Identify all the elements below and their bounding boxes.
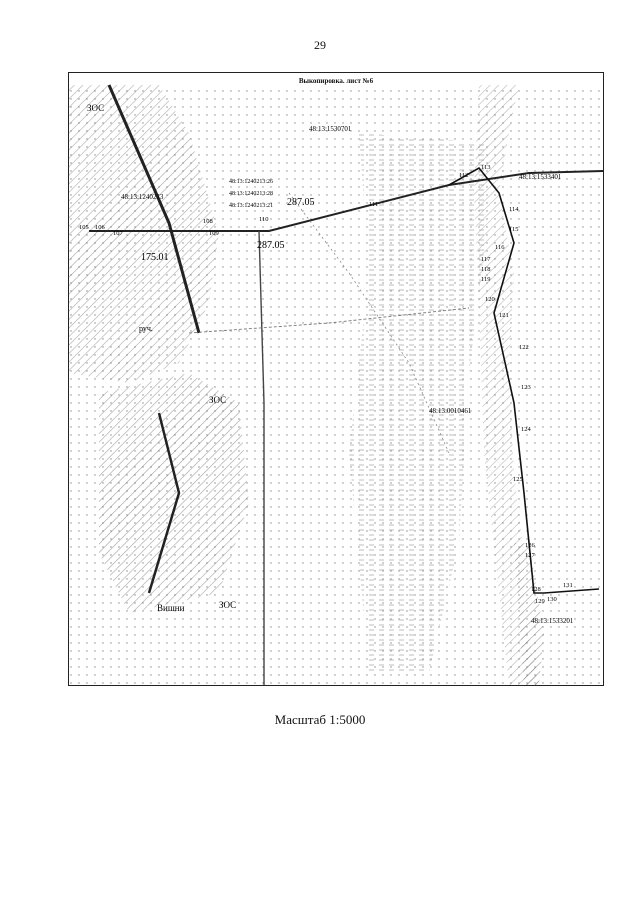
zone-label-2: ЗОС bbox=[209, 395, 227, 405]
point-label: 127 bbox=[525, 552, 535, 559]
point-label: 106 bbox=[95, 224, 105, 231]
zone-label-5: 287.05 bbox=[257, 240, 285, 251]
parcel-label-1: 48:13:1530701 bbox=[309, 125, 352, 133]
point-label: 105 bbox=[79, 224, 89, 231]
point-label: 126 bbox=[525, 542, 535, 549]
parcel-label-2: 48:13:1240213 bbox=[121, 193, 164, 201]
point-label: 130 bbox=[547, 596, 557, 603]
parcel-label-7: 48:13:0010461 bbox=[429, 407, 472, 415]
zone-label-1: ЗОС bbox=[87, 103, 105, 113]
parcel-label-5: 48:13:1240213:21 bbox=[229, 203, 274, 209]
parcel-label-3: 48:13:1240213:26 bbox=[229, 179, 274, 185]
sheet-title: Выкопировка. лист №6 bbox=[298, 77, 374, 85]
point-label: 131 bbox=[563, 582, 573, 589]
point-label: 114 bbox=[509, 206, 519, 213]
zone-label-4: 287.05 bbox=[287, 197, 315, 208]
point-label: 117 bbox=[481, 256, 491, 263]
scale-caption: Масштаб 1:5000 bbox=[274, 712, 366, 727]
page-number: 29 bbox=[314, 38, 326, 52]
point-label: 119 bbox=[481, 276, 491, 283]
point-label: 120 bbox=[485, 296, 495, 303]
zone-label-3: ЗОС bbox=[219, 600, 237, 610]
point-label: 123 bbox=[521, 384, 531, 391]
point-label: 115 bbox=[509, 226, 519, 233]
point-label: 112 bbox=[459, 172, 469, 179]
parcel-label-8: 48:13:1533201 bbox=[531, 617, 574, 625]
point-label: 107 bbox=[113, 230, 123, 237]
point-label: 118 bbox=[481, 266, 491, 273]
point-label: 109 bbox=[209, 230, 219, 237]
zone-label-8: руч. bbox=[139, 324, 153, 333]
point-label: 111 bbox=[369, 201, 379, 208]
point-label: 125 bbox=[513, 476, 523, 483]
point-label: 121 bbox=[499, 312, 509, 319]
point-label: 124 bbox=[521, 426, 531, 433]
point-label: 113 bbox=[481, 164, 491, 171]
cadastral-map bbox=[69, 73, 603, 685]
point-label: 122 bbox=[519, 344, 529, 351]
point-label: 128 bbox=[531, 586, 541, 593]
parcel-label-6: 48:13:1533401 bbox=[519, 173, 562, 181]
point-label: 108 bbox=[203, 218, 213, 225]
point-label: 110 bbox=[259, 216, 269, 223]
parcel-label-4: 48:13:1240213:28 bbox=[229, 191, 274, 197]
map-frame bbox=[68, 72, 604, 686]
zone-label-7: Вишни bbox=[157, 603, 185, 613]
zone-label-6: 175.01 bbox=[141, 252, 169, 263]
point-label: 116 bbox=[495, 244, 505, 251]
point-label: 129 bbox=[535, 598, 545, 605]
